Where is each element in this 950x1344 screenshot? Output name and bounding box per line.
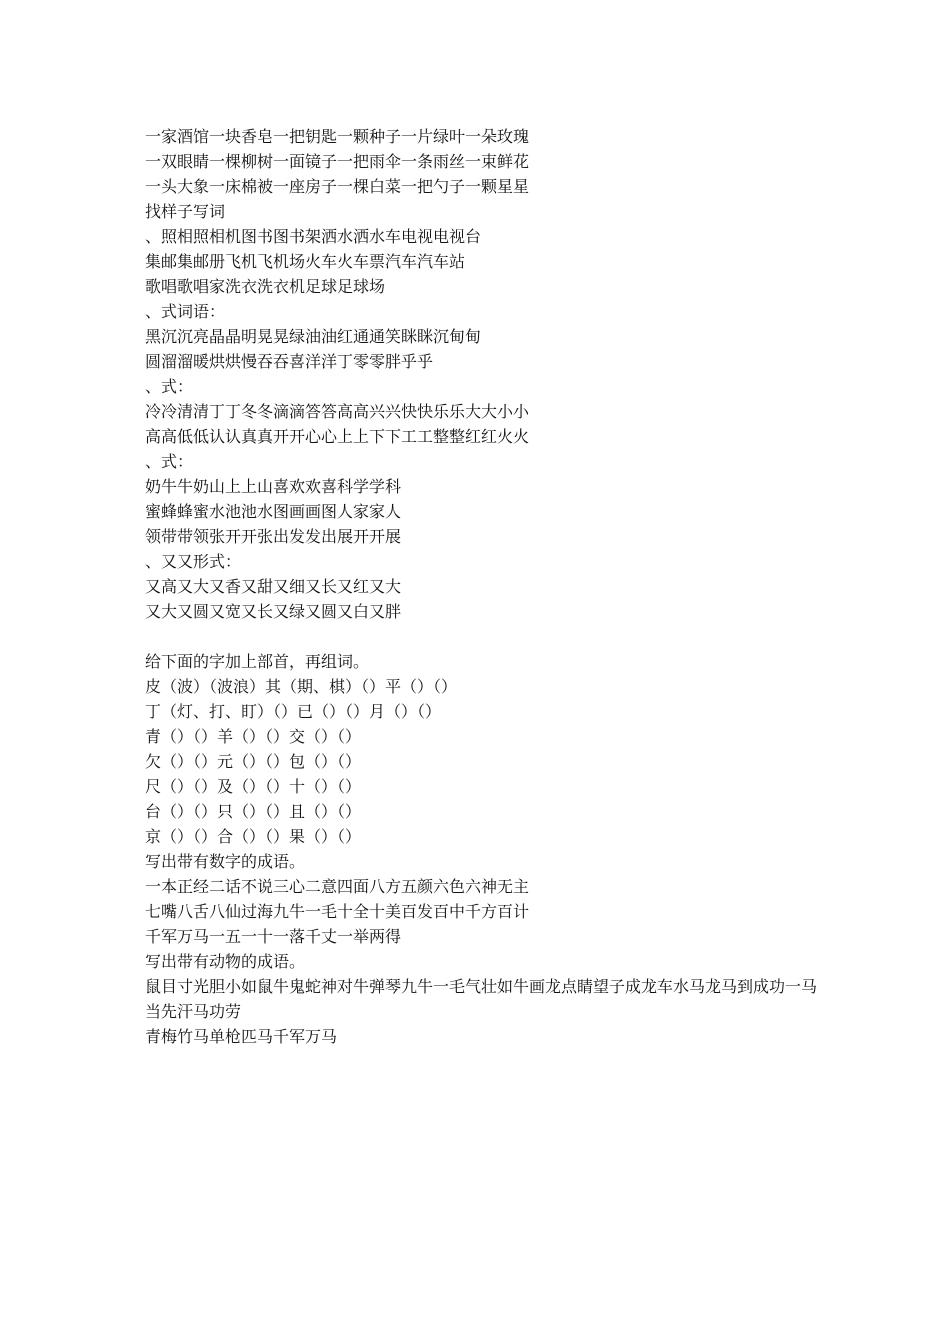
section-heading: 写出带有动物的成语。 xyxy=(145,952,306,971)
text-line: 圆溜溜暖烘烘慢吞吞喜洋洋丁零零胖乎乎 xyxy=(145,352,434,371)
text-line: 黑沉沉亮晶晶明晃晃绿油油红通通笑眯眯沉甸甸 xyxy=(145,327,482,346)
text-line: 一头大象一床棉被一座房子一棵白菜一把勺子一颗星星 xyxy=(145,177,530,196)
text-line: 青梅竹马单枪匹马千军万马 xyxy=(145,1027,338,1046)
text-line: 奶牛牛奶山上上山喜欢欢喜科学学科 xyxy=(145,477,402,496)
text-line: 一家酒馆一块香皂一把钥匙一颗种子一片绿叶一朵玫瑰 xyxy=(145,127,530,146)
section-heading: 找样子写词 xyxy=(145,202,226,221)
text-line: 鼠目寸光胆小如鼠牛鬼蛇神对牛弹琴九牛一毛气壮如牛画龙点睛望子成龙车水马龙马到成功一马当先汗马功劳 xyxy=(145,977,818,1021)
text-line: 歌唱歌唱家洗衣洗衣机足球足球场 xyxy=(145,277,386,296)
document-body xyxy=(145,124,825,1049)
text-line: 欠（）（）元（）（）包（）（） xyxy=(145,752,362,771)
text-line: 皮（波）（波浪）其（期、棋）（）平（）（） xyxy=(145,677,458,696)
text-line: 蜜蜂蜂蜜水池池水图画画图人家家人 xyxy=(145,502,402,521)
section-heading: 写出带有数字的成语。 xyxy=(145,852,306,871)
blank-line xyxy=(145,624,825,649)
text-line: 一双眼睛一棵柳树一面镜子一把雨伞一条雨丝一束鲜花 xyxy=(145,152,530,171)
text-line: 又高又大又香又甜又细又长又红又大 xyxy=(145,577,402,596)
text-line: 又大又圆又宽又长又绿又圆又白又胖 xyxy=(145,602,402,621)
text-line: 尺（）（）及（）（）十（）（） xyxy=(145,777,362,796)
section-heading: 、式词语： xyxy=(145,302,226,321)
text-line: 高高低低认认真真开开心心上上下下工工整整红红火火 xyxy=(145,427,530,446)
text-line: 青（）（）羊（）（）交（）（） xyxy=(145,727,362,746)
text-line: 一本正经二话不说三心二意四面八方五颜六色六神无主 xyxy=(145,877,530,896)
text-line: 台（）（）只（）（）且（）（） xyxy=(145,802,362,821)
section-heading: 给下面的字加上部首，再组词。 xyxy=(145,652,370,671)
text-line: 集邮集邮册飞机飞机场火车火车票汽车汽车站 xyxy=(145,252,466,271)
section-heading: 、式： xyxy=(145,377,194,396)
text-line: 七嘴八舌八仙过海九牛一毛十全十美百发百中千方百计 xyxy=(145,902,530,921)
text-line: 领带带领张开开张出发发出展开开展 xyxy=(145,527,402,546)
text-line: 丁（灯、打、盯）（）已（）（）月（）（） xyxy=(145,702,442,721)
section-heading: 、又又形式： xyxy=(145,552,242,571)
text-line: 京（）（）合（）（）果（）（） xyxy=(145,827,362,846)
text-line: 冷冷清清丁丁冬冬滴滴答答高高兴兴快快乐乐大大小小 xyxy=(145,402,530,421)
text-line: 、照相照相机图书图书架洒水洒水车电视电视台 xyxy=(145,227,482,246)
text-line: 千军万马一五一十一落千丈一举两得 xyxy=(145,927,402,946)
section-heading: 、式： xyxy=(145,452,194,471)
